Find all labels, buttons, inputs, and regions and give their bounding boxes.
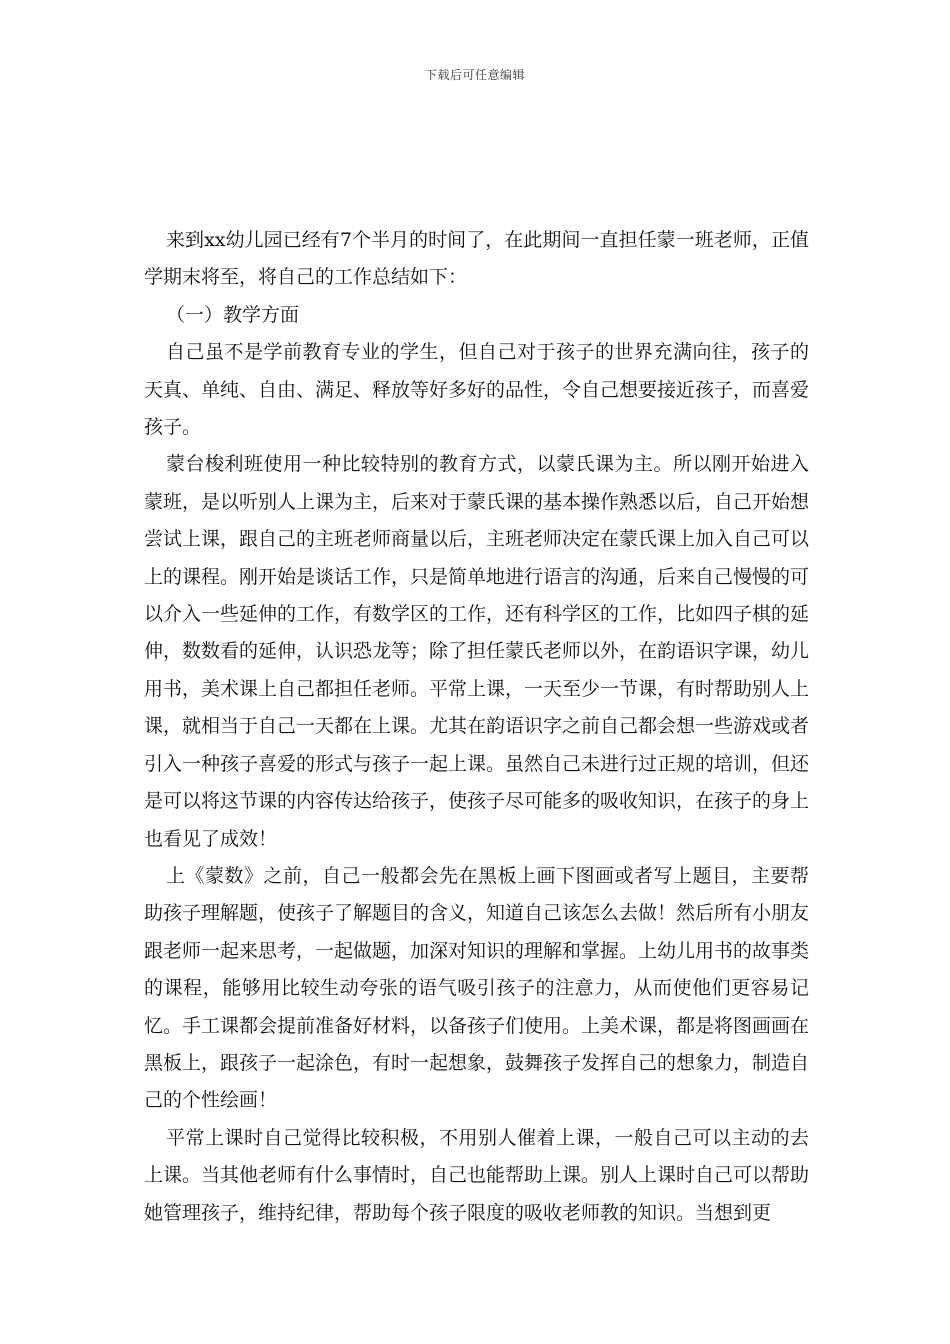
body-paragraph: 自己虽不是学前教育专业的学生，但自己对于孩子的世界充满向往，孩子的天真、单纯、自由、满足、释放等好多好的品性，令自己想要接近孩子，而喜爱孩子。	[144, 341, 810, 439]
body-paragraph: 蒙台梭利班使用一种比较特别的教育方式，以蒙氏课为主。所以刚开始进入蒙班，是以听别人上课为主，后来对于蒙氏课的基本操作熟悉以后，自己开始想尝试上课，跟自己的主班老师商量以后，主班老师决定在蒙氏课上加入自己可以上的课程。刚开始是谈话工作，只是简单地进行语言的沟通，后来自己慢慢的可以介入一些延伸的工作，有数学区的工作，还有科学区的工作，比如四子棋的延伸，数数看的延伸，认识恐龙等；除了担任蒙氏老师以外，在韵语识字课，幼儿用书，美术课上自己都担任老师。平常上课，一天至少一节课，有时帮助别人上课，就相当于自己一天都在上课。尤其在韵语识字之前自己都会想一些游戏或者引入一种孩子喜爱的形式与孩子一起上课。虽然自己未进行过正规的培训，但还是可以将这节课的内容传达给孩子，使孩子尽可能多的吸收知识，在孩子的身上也看见了成效！	[144, 453, 810, 850]
section-heading: （一）教学方面	[166, 303, 300, 326]
page-header: 下载后可任意编辑	[424, 68, 525, 82]
body-paragraph: 平常上课时自己觉得比较积极，不用别人催着上课，一般自己可以主动的去上课。当其他老师有什么事情时，自己也能帮助上课。别人上课时自己可以帮助她管理孩子，维持纪律，帮助每个孩子限度的吸收老师教的知识。当想到更	[144, 1126, 810, 1224]
intro-paragraph: 来到xx幼儿园已经有7个半月的时间了，在此期间一直担任蒙一班老师，正值学期末将至，将自己的工作总结如下：	[144, 229, 809, 289]
document-body	[144, 222, 809, 1232]
body-paragraph: 上《蒙数》之前，自己一般都会先在黑板上画下图画或者写上题目，主要帮助孩子理解题，使孩子了解题目的含义，知道自己该怎么去做！然后所有小朋友跟老师一起来思考，一起做题，加深对知识的理解和掌握。上幼儿用书的故事类的课程，能够用比较生动夸张的语气吸引孩子的注意力，从而使他们更容易记忆。手工课都会提前准备好材料，以备孩子们使用。上美术课，都是将图画画在黑板上，跟孩子一起涂色，有时一起想象，鼓舞孩子发挥自己的想象力，制造自己的个性绘画！	[144, 864, 810, 1112]
